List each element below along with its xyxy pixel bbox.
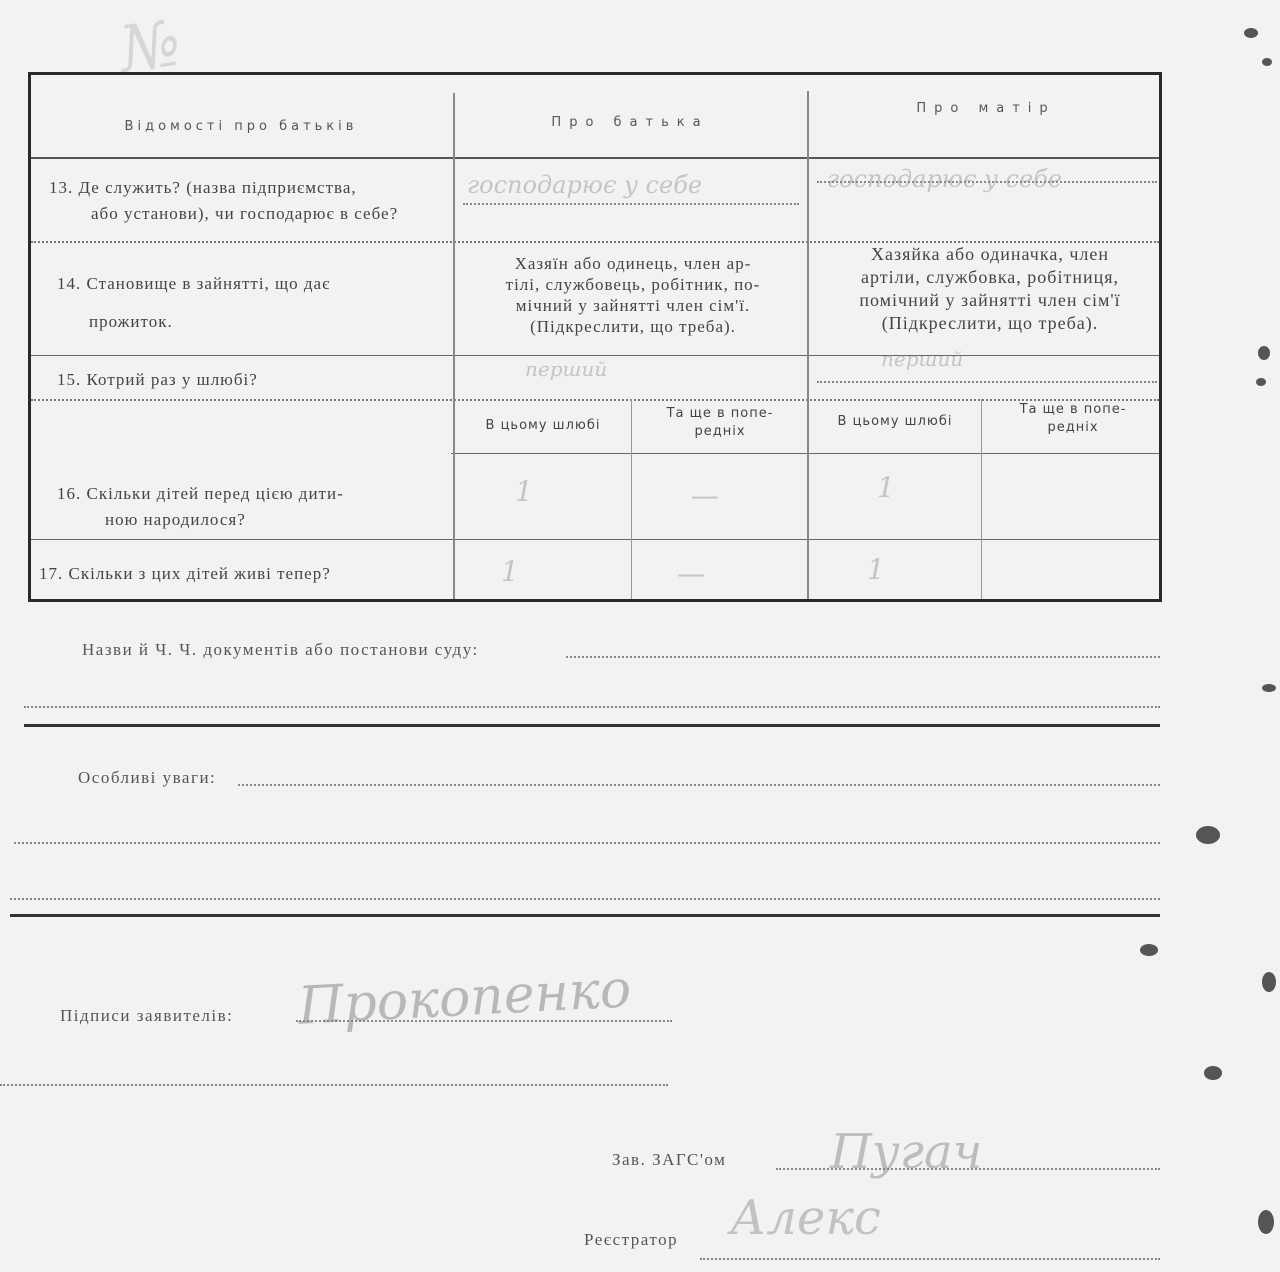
head-of-registry-label: Зав. ЗАГС'ом [612, 1150, 727, 1169]
option-line: артіли, службовка, робітниця, [861, 267, 1119, 287]
question-13-line1: 13. Де служить? (назва підприємства, [49, 178, 357, 197]
question-14-line1: 14. Становище в зайнятті, що дає [57, 274, 331, 293]
mother-marriage-count-answer: перший [881, 347, 964, 371]
father-marriage-count-answer: перший [525, 357, 608, 381]
subheader-mother-previous [983, 401, 1163, 437]
header-father: Про батька [551, 115, 709, 130]
ink-blot [1196, 826, 1220, 844]
answer-line [817, 381, 1157, 383]
section-rule [24, 724, 1160, 727]
column-divider [981, 399, 982, 599]
column-divider [631, 399, 632, 599]
signature-line [776, 1168, 1160, 1170]
ink-blot [1256, 378, 1266, 386]
answer-line [817, 181, 1157, 183]
mother-workplace-answer: господарює у себе [827, 165, 1063, 193]
notes-line [10, 898, 1160, 900]
option-line: Хазяїн або одинець, член ар- [514, 254, 752, 273]
option-line: (Підкреслити, що треба). [530, 317, 736, 336]
notes-label: Особливі уваги: [78, 768, 217, 787]
column-divider [807, 91, 809, 599]
mother-occupation-options [815, 243, 1165, 335]
archive-page-mark: № [115, 5, 190, 89]
question-16 [57, 481, 453, 533]
registrar-label: Реєстратор [584, 1230, 679, 1249]
registrar-signature: Алекс [730, 1190, 881, 1246]
signature-line [296, 1020, 672, 1022]
ink-blot [1262, 58, 1272, 66]
signatures-label: Підписи заявителів: [60, 1006, 234, 1025]
question-13 [49, 175, 453, 227]
option-line: помічний у зайнятті член сім'ї [859, 290, 1121, 310]
question-13-line2: або установи), чи господарює в себе? [91, 204, 399, 223]
option-line: мічний у зайнятті член сім'ї. [515, 296, 751, 315]
signature-line [0, 1084, 668, 1086]
head-of-registry-signature: Пугач [830, 1124, 983, 1180]
ink-blot [1204, 1066, 1222, 1080]
header-parents-info: Відомості про батьків [124, 119, 358, 134]
question-16-line1: 16. Скільки дітей перед цією дити- [57, 484, 344, 503]
row-divider [31, 539, 1159, 540]
notes-line [238, 784, 1160, 786]
parents-info-table [28, 72, 1162, 602]
row-divider [31, 355, 1159, 356]
documents-line [566, 656, 1160, 658]
ink-blot [1140, 944, 1158, 956]
subheader-father-this-marriage: В цьому шлюбі [485, 418, 601, 433]
ink-blot [1258, 346, 1270, 360]
question-17: 17. Скільки з цих дітей живі тепер? [39, 564, 331, 583]
subheader-father-previous [633, 405, 807, 441]
children-alive-mother-this: 1 [867, 553, 885, 586]
ink-blot [1262, 972, 1276, 992]
subheader-line: Та ще в попе- [1019, 402, 1127, 417]
notes-line [14, 842, 1160, 844]
subheader-mother-this-marriage: В цьому шлюбі [837, 414, 953, 429]
documents-line [24, 706, 1160, 708]
section-rule [10, 914, 1160, 917]
row-divider [31, 157, 1159, 159]
option-line: (Підкреслити, що треба). [881, 313, 1099, 333]
question-15: 15. Котрий раз у шлюбі? [57, 370, 258, 389]
subheader-line: Та ще в попе- [666, 406, 774, 421]
column-divider [453, 93, 455, 599]
subheader-line: редніх [694, 424, 746, 439]
children-born-father-this: 1 [515, 475, 533, 508]
ink-blot [1244, 28, 1258, 38]
children-born-mother-this: 1 [877, 471, 895, 504]
children-alive-father-previous: — [677, 557, 705, 590]
question-14 [57, 271, 453, 335]
ink-blot [1262, 684, 1276, 692]
question-14-line2: прожиток. [89, 312, 173, 331]
children-born-father-previous: — [691, 479, 719, 512]
documents-label: Назви й Ч. Ч. документів або постанови суду: [82, 640, 479, 659]
father-workplace-answer: господарює у себе [467, 171, 703, 199]
applicant-signature: Прокопенко [296, 959, 633, 1037]
answer-line [463, 203, 799, 205]
father-occupation-options [461, 253, 805, 337]
option-line: Хазяйка або одиначка, член [871, 244, 1109, 264]
subheader-line: редніх [1047, 420, 1099, 435]
ink-blot [1258, 1210, 1274, 1234]
row-divider [451, 453, 1159, 454]
children-alive-father-this: 1 [501, 555, 519, 588]
header-mother: Про матір [916, 101, 1056, 116]
signature-line [700, 1258, 1160, 1260]
option-line: тілі, службовець, робітник, по- [505, 275, 761, 294]
question-16-line2: ною народилося? [105, 510, 246, 529]
